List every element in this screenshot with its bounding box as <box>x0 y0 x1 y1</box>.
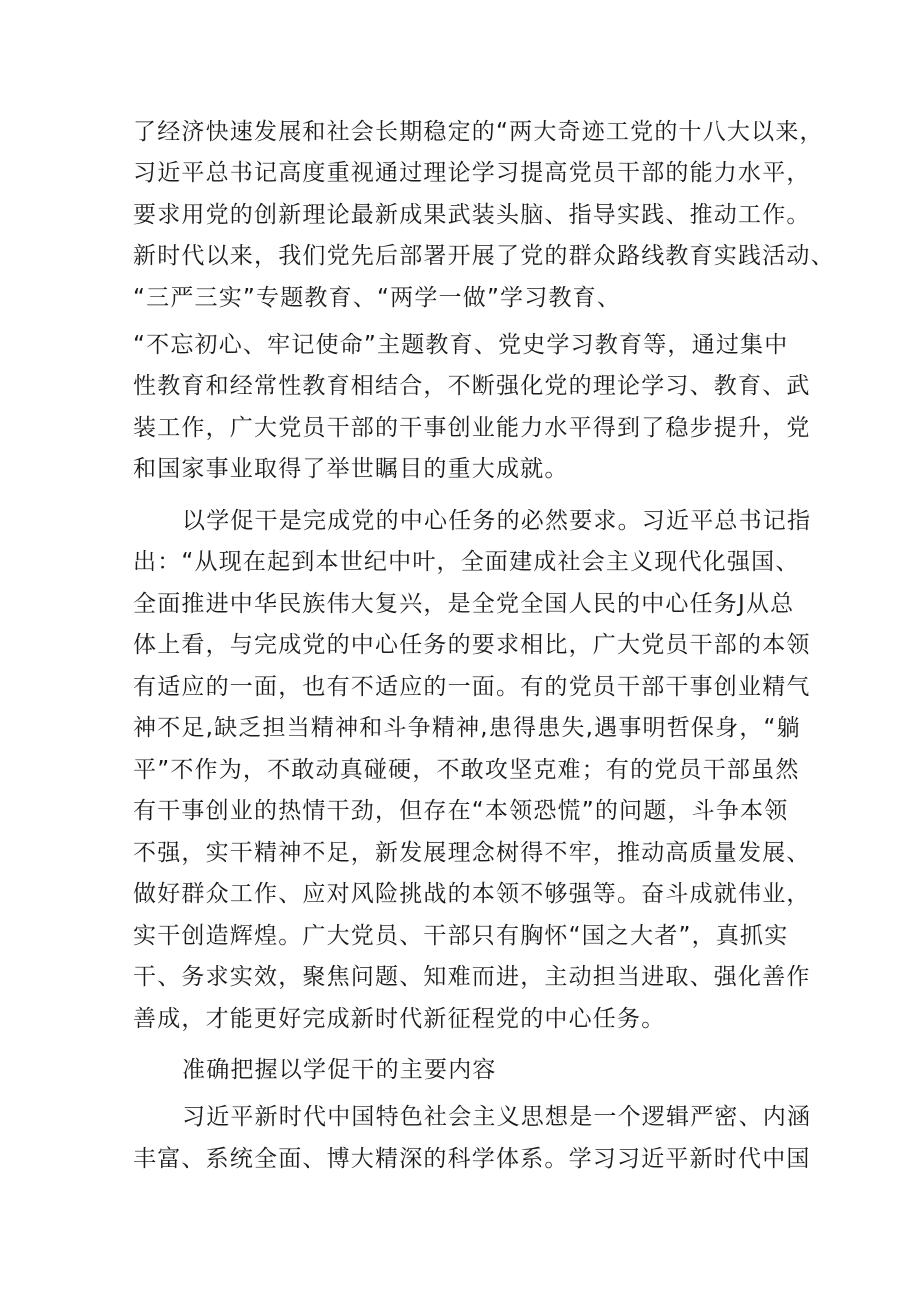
text-line-1: 了经济快速发展和社会长期稳定的“两大奇迹工党的十八大以来， <box>133 119 824 145</box>
text-line-6: “不忘初心、牢记使命”主题教育、党史学习教育等，通过集中 <box>133 332 789 358</box>
text-line-18: 不强，实干精神不足，新发展理念树得不牢，推动高质量发展、 <box>133 840 811 866</box>
text-line-2: 习近平总书记高度重视通过理论学习提高党员干部的能力水平， <box>133 160 811 186</box>
text-line-22: 善成，才能更好完成新时代新征程党的中心任务。 <box>133 1006 666 1032</box>
text-line-5: “三严三实”专题教育、“两学一做”学习教育、 <box>133 285 622 311</box>
text-line-11: 出：“从现在起到本世纪中叶，全面建成社会主义现代化强国、 <box>133 549 800 575</box>
text-line-4: 新时代以来，我们党先后部署开展了党的群众路线教育实践活动、 <box>133 243 835 269</box>
text-line-15: 神不足,缺乏担当精神和斗争精神,患得患失,遇事明哲保身，“躺 <box>133 715 801 741</box>
text-line-17: 有干事创业的热情干劲，但存在“本领恐慌”的问题，斗争本领 <box>133 798 789 824</box>
text-line-14: 有适应的一面，也有不适应的一面。有的党员干部干事创业精气 <box>133 674 811 700</box>
text-line-20: 实干创造辉煌。广大党员、干部只有胸怀“国之大者”，真抓实 <box>133 923 789 949</box>
text-line-25: 丰富、系统全面、博大精深的科学体系。学习习近平新时代中国 <box>133 1146 811 1172</box>
paragraph-3-first-line: 习近平新时代中国特色社会主义思想是一个逻辑严密、内涵 <box>182 1104 812 1130</box>
text-line-7: 性教育和经常性教育相结合，不断强化党的理论学习、教育、武 <box>133 373 811 399</box>
text-line-16: 平”不作为，不敢动真碰硬，不敢攻坚克难；有的党员干部虽然 <box>133 757 800 783</box>
text-line-13: 体上看，与完成党的中心任务的要求相比，广大党员干部的本领 <box>133 632 811 658</box>
text-line-9: 和国家事业取得了举世瞩目的重大成就。 <box>133 456 569 482</box>
text-line-21: 干、务求实效，聚焦问题、知难而进，主动担当进取、强化善作 <box>133 964 811 990</box>
text-line-12: 全面推进中华民族伟大复兴，是全党全国人民的中心任务J从总 <box>133 591 795 617</box>
text-line-8: 装工作，广大党员干部的干事创业能力水平得到了稳步提升，党 <box>133 415 811 441</box>
section-heading: 准确把握以学促干的主要内容 <box>182 1057 497 1083</box>
text-line-3: 要求用党的创新理论最新成果武装头脑、指导实践、推动工作。 <box>133 202 811 228</box>
paragraph-2-first-line: 以学促干是完成党的中心任务的必然要求。习近平总书记指 <box>182 508 812 534</box>
text-line-19: 做好群众工作、应对风险挑战的本领不够强等。奋斗成就伟业， <box>133 881 811 907</box>
